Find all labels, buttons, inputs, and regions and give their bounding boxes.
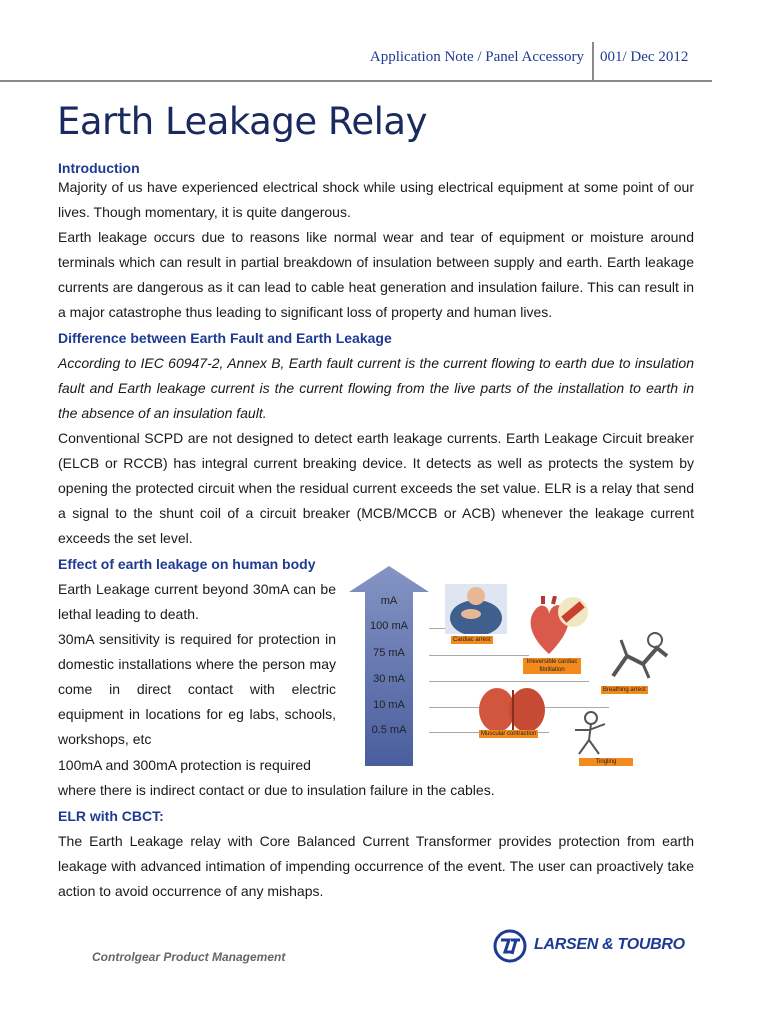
difference-paragraph-2: Conventional SCPD are not designed to detect earth leakage currents. Earth Leakage Circuit breaker (ELCB or RCCB) has integral current breaking device. It detects as well as protects the system by opening the protected circuit when the residual current exceeds the set value. ELR is a relay that send a signal to the shunt coil of a circuit breaker (MCB/MCCB or ACB) whenever the leakage current exceeds the set level. — [58, 430, 694, 546]
header-date: 001/ Dec 2012 — [600, 49, 689, 65]
effect-heading: Effect of earth leakage on human body — [58, 556, 316, 572]
effect-paragraph-3a: 100mA and 300mA protection is required — [58, 757, 311, 773]
difference-heading: Difference between Earth Fault and Earth Leakage — [58, 330, 392, 346]
artery-illustration — [557, 596, 589, 628]
level-label-75: 75 mA — [373, 647, 405, 659]
larsen-toubro-logo-icon — [492, 928, 528, 964]
effect-paragraph-3b: where there is indirect contact or due to insulation failure in the cables. — [58, 782, 495, 798]
intro-paragraph-1: Majority of us have experienced electrical shock while using electrical equipment at some point of our lives. Though momentary, it is quite dangerous. — [58, 179, 694, 220]
muscle-illustration — [477, 684, 549, 734]
level-label-10: 10 mA — [373, 699, 405, 711]
current-effects-figure — [345, 566, 685, 772]
page-header — [0, 40, 712, 82]
caption-breathing-arrest: Breathing arrest — [603, 687, 646, 693]
level-label-0-5: 0.5 mA — [371, 724, 407, 736]
elr-paragraph: The Earth Leakage relay with Core Balanced Current Transformer provides protection from earth leakage with advanced intimation of impending occurrence of the event. The user can proactively take action to avoid occurrence of any mishaps. — [58, 833, 694, 899]
level-label-30: 30 mA — [373, 673, 405, 685]
tick-30 — [429, 681, 589, 682]
page-title: Earth Leakage Relay — [57, 100, 428, 143]
footer-department: Controlgear Product Management — [92, 950, 286, 964]
effect-paragraph-2: 30mA sensitivity is required for protection in domestic installations where the person may come in direct contact with electric equipment in locations for eg labs, schools, workshops, etc — [58, 631, 336, 747]
breathing-arrest-illustration — [607, 626, 673, 682]
caption-fibrillation: Irreversible cardiac fibrillation — [523, 658, 581, 674]
cardiac-arrest-illustration — [445, 584, 507, 634]
elr-heading: ELR with CBCT: — [58, 808, 164, 824]
effect-paragraph-1: Earth Leakage current beyond 30mA can be lethal leading to death. — [58, 581, 336, 622]
difference-paragraph-1: According to IEC 60947-2, Annex B, Earth fault current is the current flowing to earth due to insulation fault and Earth leakage current is the current flowing from the live parts of the installation to earth in the absence of an insulation fault. — [58, 355, 694, 421]
header-separator — [592, 42, 594, 80]
intro-heading: Introduction — [58, 160, 140, 176]
caption-cardiac-arrest: Cardiac arrest — [453, 637, 491, 643]
header-note: Application Note / Panel Accessory — [369, 49, 584, 65]
intro-paragraph-2: Earth leakage occurs due to reasons like normal wear and tear of equipment or moisture around terminals which can result in partial breakdown of insulation between supply and earth. Earth leakage currents are dangerous as it can lead to cable heat generation and insulation failure. This can result in a major catastrophe thus leading to significant loss of property and human lives. — [58, 229, 694, 320]
brand-name: LARSEN & TOUBRO — [534, 936, 685, 953]
caption-tingling: Tingling — [579, 758, 633, 766]
tick-75 — [429, 655, 529, 656]
caption-muscular-contraction: Muscular contraction — [481, 731, 537, 737]
tingling-illustration — [567, 710, 613, 756]
scale-unit-label: mA — [380, 595, 398, 607]
level-label-100: 100 mA — [370, 620, 408, 632]
